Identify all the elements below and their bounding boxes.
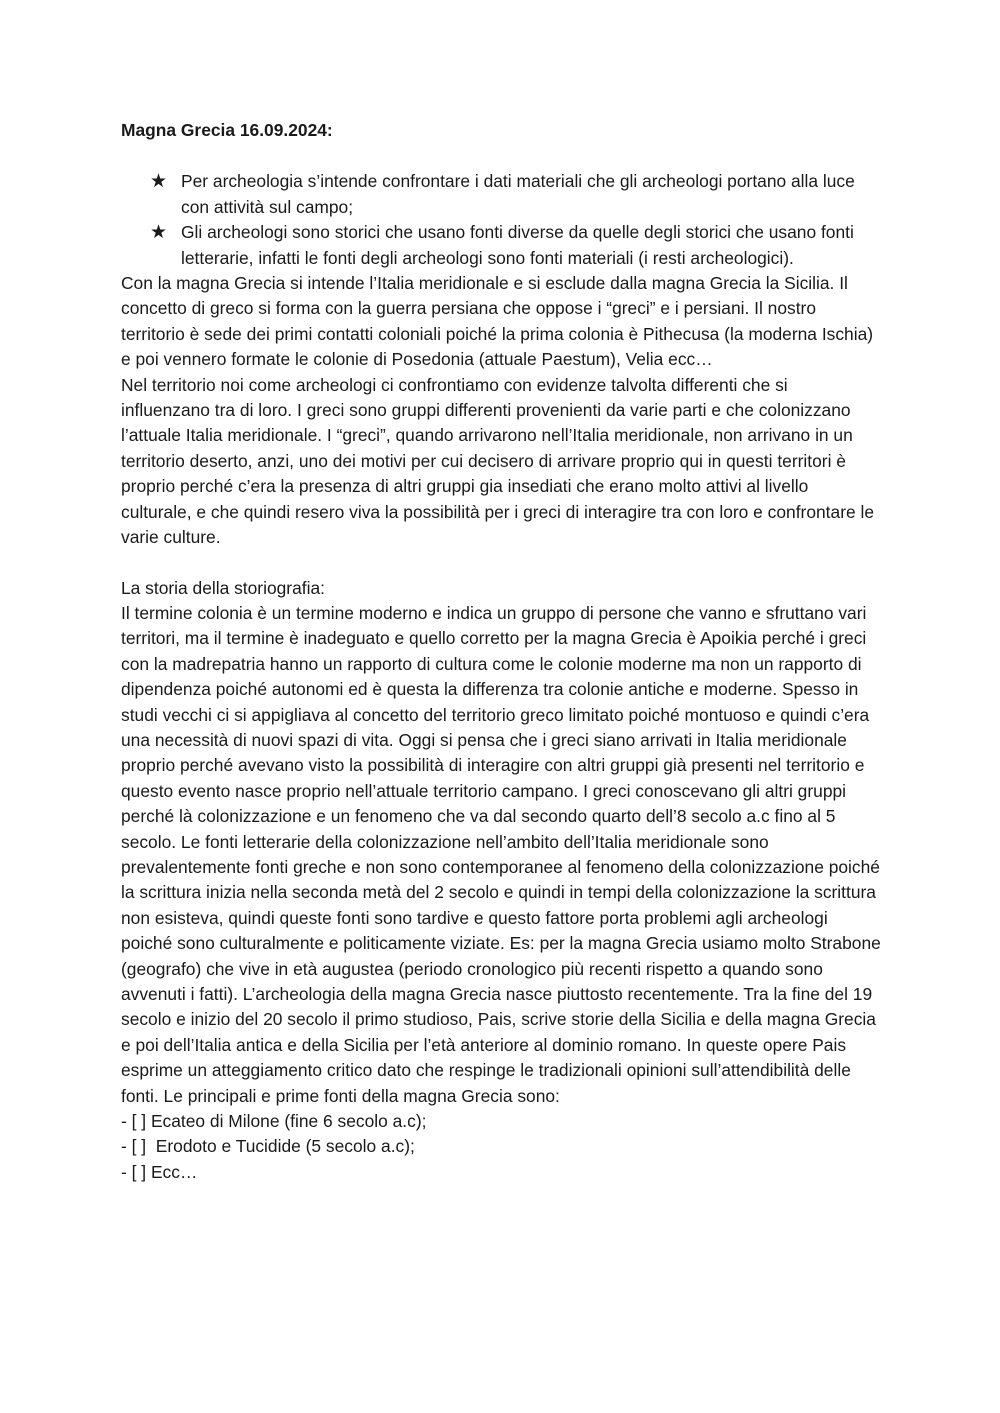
bullet-list <box>121 169 881 271</box>
bullet-item <box>150 169 881 220</box>
bullet-text: Gli archeologi sono storici che usano fonti diverse da quelle degli storici che usano fonti letterarie, infatti le fonti degli archeologi sono fonti materiali (i resti archeologici). <box>181 222 854 268</box>
document-title: Magna Grecia 16.09.2024: <box>121 120 333 140</box>
bullet-text: Per archeologia s’intende confrontare i dati materiali che gli archeologi portano alla luce con attività sul campo; <box>181 171 855 217</box>
paragraph-territory: Nel territorio noi come archeologi ci confrontiamo con evidenze talvolta differenti che si influenzano tra di loro. I greci sono gruppi differenti provenienti da varie parti e che colonizzano l’attuale Italia meridionale. I “greci”, quando arrivarono nell’Italia meridionale, non arrivano in un territorio deserto, anzi, uno dei motivi per cui decisero di arrivare proprio qui in questi territori è proprio perché c’era la presenza di altri gruppi gia insediati che erano molto attivi al livello culturale, e che quindi resero viva la possibilità per i greci di interagire tra con loro e confrontare le varie culture. <box>121 374 875 548</box>
section-heading: La storia della storiografia: <box>121 577 325 598</box>
star-icon: ★ <box>150 171 168 193</box>
bullet-item <box>150 220 881 271</box>
star-icon: ★ <box>150 222 168 244</box>
document-page <box>121 118 881 1185</box>
paragraph-gap <box>121 551 881 576</box>
checklist-item: - [ ] Erodoto e Tucidide (5 secolo a.c); <box>121 1136 415 1157</box>
checklist <box>121 1109 881 1185</box>
checklist-item: - [ ] Ecateo di Milone (fine 6 secolo a.c); <box>121 1111 427 1132</box>
checklist-item: - [ ] Ecc… <box>121 1161 198 1182</box>
paragraph-historiography: Il termine colonia è un termine moderno e indica un gruppo di persone che vanno e sfruttano vari territori, ma il termine è inadeguato e quello corretto per la magna Grecia è Apoikia perché i greci con la madrepatria hanno un rapporto di cultura come le colonie moderne ma non un rapporto di dipendenza poiché autonomi ed è questa la differenza tra colonie antiche e moderne. Spesso in studi vecchi ci si appigliava al concetto del territorio greco limitato poiché montuoso e quindi c’era una necessità di nuovi spazi di vita. Oggi si pensa che i greci siano arrivati in Italia meridionale proprio perché avevano visto la possibilità di interagire con altri gruppi già presenti nel territorio e questo evento nasce proprio nell’attuale territorio campano. I greci conoscevano gli altri gruppi perché là colonizzazione e un fenomeno che va dal secondo quarto dell’8 secolo a.c fino al 5 secolo. Le fonti letterarie della colonizzazione nell’ambito dell’Italia meridionale sono prevalentemente fonti greche e non sono contemporanee al fenomeno della colonizzazione poiché la scrittura inizia nella seconda metà del 2 secolo e quindi in tempi della colonizzazione la scrittura non esisteva, quindi queste fonti sono tardive e questo fattore porta problemi agli archeologi poiché sono culturalmente e politicamente viziate. Es: per la magna Grecia usiamo molto Strabone (geografo) che vive in età augustea (periodo cronologico più recenti rispetto a quando sono avvenuti i fatti). L’archeologia della magna Grecia nasce piuttosto recentemente. Tra la fine del 19 secolo e inizio del 20 secolo il primo studioso, Pais, scrive storie della Sicilia e della magna Grecia e poi dell’Italia antica e della Sicilia per l’età anteriore al dominio romano. In queste opere Pais esprime un atteggiamento critico dato che respinge le tradizionali opinioni sull’attendibilità delle fonti. Le principali e prime fonti della magna Grecia sono: <box>121 602 881 1106</box>
paragraph-intro: Con la magna Grecia si intende l’Italia meridionale e si esclude dalla magna Grecia la Sicilia. Il concetto di greco si forma con la guerra persiana che oppose i “greci” e i persiani. Il nostro territorio è sede dei primi contatti coloniali poiché la prima colonia è Pithecusa (la moderna Ischia) e poi vennero formate le colonie di Posedonia (attuale Paestum), Velia ecc… <box>121 273 874 370</box>
